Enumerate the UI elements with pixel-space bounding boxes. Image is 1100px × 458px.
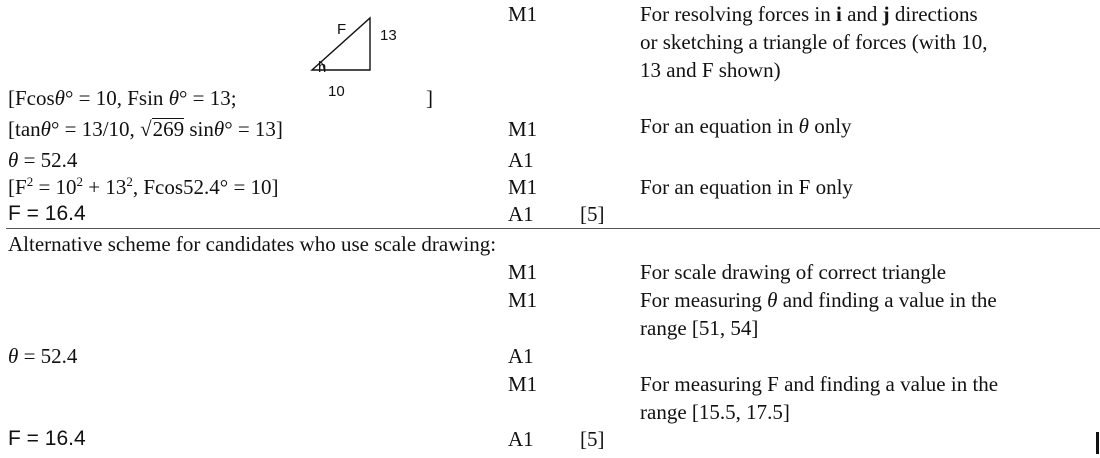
alternative-theta-line: θ = 52.4	[8, 344, 78, 368]
diagram-label-f: F	[337, 21, 347, 38]
sqrt-sign: √	[140, 117, 152, 141]
working-line-4: [$F^2 = 10^2 + 13^2$, Fcos52.4° = 10]	[8, 174, 279, 199]
mark-m1: M1	[508, 117, 538, 141]
mark-a1: A1	[508, 344, 534, 368]
diagram-label-13: 13	[380, 27, 397, 44]
diagram-label-angle: h	[318, 59, 327, 76]
diagram-label-10: 10	[328, 83, 345, 100]
working-line-3: θ = 52.4	[8, 148, 78, 172]
mark-a1: A1	[508, 427, 534, 451]
mark-m1: M1	[508, 288, 538, 312]
note-measuring-theta-line-2: range [51, 54]	[640, 316, 759, 340]
text-cursor	[1096, 432, 1099, 454]
working-line-2: [tanθ° = 13/10, √269 sinθ° = 13]	[8, 117, 283, 141]
note-measuring-theta-line-1: For measuring θ and finding a value in the	[640, 288, 997, 312]
total-marks: [5]	[580, 427, 605, 451]
note-resolving-line-3: 13 and F shown)	[640, 58, 781, 82]
note-resolving-line-1: For resolving forces in i and j directions	[640, 2, 978, 26]
working-line-1: [Fcosθ° = 10, Fsin θ° = 13;	[8, 86, 237, 110]
mark-a1: A1	[508, 202, 534, 226]
mark-a1: A1	[508, 148, 534, 172]
note-resolving-line-2: or sketching a triangle of forces (with 10,	[640, 30, 988, 54]
note-f-equation: For an equation in F only	[640, 175, 853, 199]
note-measuring-f-line-2: range [15.5, 17.5]	[640, 400, 790, 424]
section-divider	[6, 228, 1100, 229]
total-marks: [5]	[580, 202, 605, 226]
working-line-1-bracket: ]	[426, 86, 433, 110]
note-scale-drawing: For scale drawing of correct triangle	[640, 260, 947, 284]
mark-m1: M1	[508, 2, 538, 26]
working-line-5: F = 16.4	[8, 202, 86, 225]
note-measuring-f-line-1: For measuring F and finding a value in the	[640, 372, 999, 396]
sqrt-radicand: 269	[152, 117, 185, 141]
alternative-header: Alternative scheme for candidates who use scale drawing:	[8, 232, 497, 256]
mark-m1: M1	[508, 260, 538, 284]
note-theta-equation: For an equation in θ only	[640, 114, 852, 138]
mark-m1: M1	[508, 372, 538, 396]
mark-m1: M1	[508, 175, 538, 199]
alternative-f-line: F = 16.4	[8, 427, 86, 450]
